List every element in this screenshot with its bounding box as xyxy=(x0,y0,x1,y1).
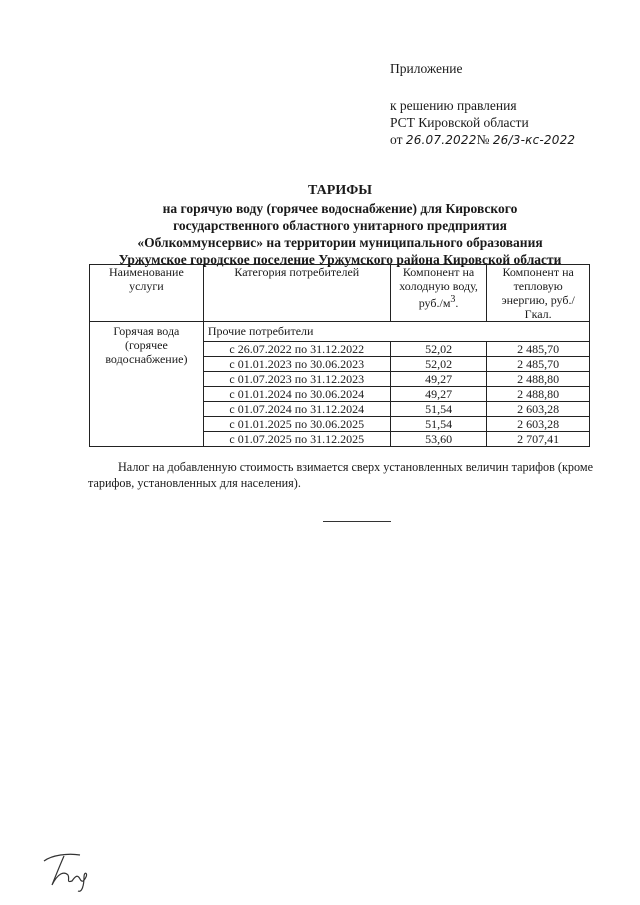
period-cell: с 01.01.2025 по 30.06.2025 xyxy=(203,417,390,432)
period-cell: с 01.07.2024 по 31.12.2024 xyxy=(203,402,390,417)
cold-water-cell: 49,27 xyxy=(390,372,487,387)
header-cold-water xyxy=(390,265,487,322)
cold-water-cell: 51,54 xyxy=(390,402,487,417)
table-header-row xyxy=(90,265,590,322)
title-line-2: государственного областного унитарного предприятия xyxy=(173,218,507,233)
table-body xyxy=(90,322,590,447)
annex-date-line xyxy=(390,131,575,149)
period-cell: с 26.07.2022 по 31.12.2022 xyxy=(203,342,390,357)
header-cold-water-text: Компонент на холодную воду, руб./м xyxy=(399,265,478,310)
handwritten-number: 26/3-кс-2022 xyxy=(492,133,576,147)
header-category: Категория потребителей xyxy=(203,265,390,322)
title-line-3: «Облкоммунсервис» на территории муниципального образования xyxy=(137,235,543,250)
title-main: ТАРИФЫ xyxy=(308,183,372,198)
cold-water-cell: 53,60 xyxy=(390,432,487,447)
heat-cell: 2 707,41 xyxy=(487,432,590,447)
annex-block xyxy=(390,60,575,149)
cold-water-cell: 52,02 xyxy=(390,342,487,357)
annex-title: Приложение xyxy=(390,61,463,76)
cold-water-cell: 51,54 xyxy=(390,417,487,432)
annex-authority-line: РСТ Кировской области xyxy=(390,115,529,130)
period-cell: с 01.01.2024 по 30.06.2024 xyxy=(203,387,390,402)
period-cell: с 01.07.2023 по 31.12.2023 xyxy=(203,372,390,387)
header-cold-water-tail: . xyxy=(455,296,459,310)
title-line-4: Уржумское городское поселение Уржумского района Кировской области xyxy=(118,252,562,267)
header-service: Наименование услуги xyxy=(90,265,204,322)
closing-rule xyxy=(323,521,391,522)
tariffs-table xyxy=(89,264,590,447)
cold-water-cell: 52,02 xyxy=(390,357,487,372)
category-name-cell: Прочие потребители xyxy=(203,322,589,342)
header-heat: Компонент на тепловую энергию, руб./Гкал. xyxy=(487,265,590,322)
table-row xyxy=(90,322,590,342)
header-cold-water-sup: 3 xyxy=(450,294,456,305)
heat-cell: 2 603,28 xyxy=(487,402,590,417)
signature-icon xyxy=(38,845,98,895)
document-title xyxy=(60,182,620,268)
date-prefix: от xyxy=(390,132,403,147)
title-line-1: на горячую воду (горячее водоснабжение) для Кировского xyxy=(162,201,518,216)
vat-note: Налог на добавленную стоимость взимается сверх установленных величин тарифов (кроме тарифов, установленных для населения). xyxy=(88,460,593,490)
cold-water-cell: 49,27 xyxy=(390,387,487,402)
heat-cell: 2 485,70 xyxy=(487,357,590,372)
number-prefix: № xyxy=(476,132,490,147)
heat-cell: 2 488,80 xyxy=(487,372,590,387)
annex-decision-line: к решению правления xyxy=(390,98,517,113)
period-cell: с 01.01.2023 по 30.06.2023 xyxy=(203,357,390,372)
heat-cell: 2 603,28 xyxy=(487,417,590,432)
heat-cell: 2 488,80 xyxy=(487,387,590,402)
service-name-cell: Горячая вода (горячее водоснабжение) xyxy=(90,322,204,447)
heat-cell: 2 485,70 xyxy=(487,342,590,357)
handwritten-date: 26.07.2022 xyxy=(405,133,477,147)
period-cell: с 01.07.2025 по 31.12.2025 xyxy=(203,432,390,447)
